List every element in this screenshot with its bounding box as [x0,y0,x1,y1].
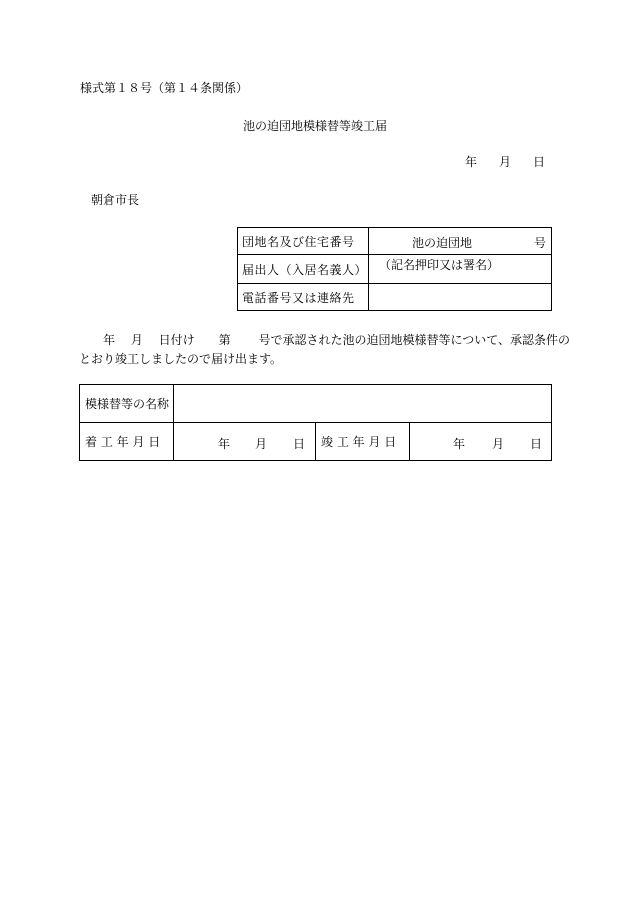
table-row [238,255,552,284]
day-label: 日 [533,155,546,169]
form-number: 様式第１８号（第１４条関係） [80,81,249,95]
end-day-label: 日 [530,437,543,451]
start-date-label: 着 工 年 月 日 [80,423,174,461]
notifier-label: 届出人（入居名義人） [238,255,369,284]
start-date-field[interactable] [174,423,316,461]
submission-date [465,155,545,169]
start-day-label: 日 [293,437,306,451]
end-year-label: 年 [453,437,466,451]
end-date-field[interactable] [410,423,552,461]
phone-label: 電話番号又は連絡先 [238,284,369,311]
table-row [238,228,552,255]
body-text [79,331,570,369]
danchi-name: 池の迫団地 [412,236,473,250]
end-month-label: 月 [492,437,505,451]
start-month-label: 月 [255,437,268,451]
notifier-field[interactable] [369,255,552,284]
table-row [80,385,552,423]
addressee: 朝倉市長 [91,193,140,207]
start-year-label: 年 [218,437,231,451]
document-title: 池の迫団地模様替等竣工届 [243,119,388,133]
applicant-table [237,227,552,311]
table-row [238,284,552,311]
end-date-label: 竣 工 年 月 日 [316,423,410,461]
phone-field[interactable] [369,284,552,311]
danchi-number-suffix: 号 [533,236,546,250]
year-label: 年 [465,155,478,169]
seal-note: （記名押印又は署名） [379,258,500,272]
danchi-label: 団地名及び住宅番号 [238,228,369,255]
work-name-field[interactable] [174,385,552,423]
work-name-label: 模様替等の名称 [80,385,174,423]
body-line-2: とおり竣工しましたので届け出ます。 [79,352,283,366]
work-table [79,384,552,461]
month-label: 月 [499,155,512,169]
body-line-1: 年 月 日付け 第 号で承認された池の迫団地模様替等について、承認条件の [103,333,570,347]
table-row [80,423,552,461]
danchi-field[interactable] [369,228,552,255]
